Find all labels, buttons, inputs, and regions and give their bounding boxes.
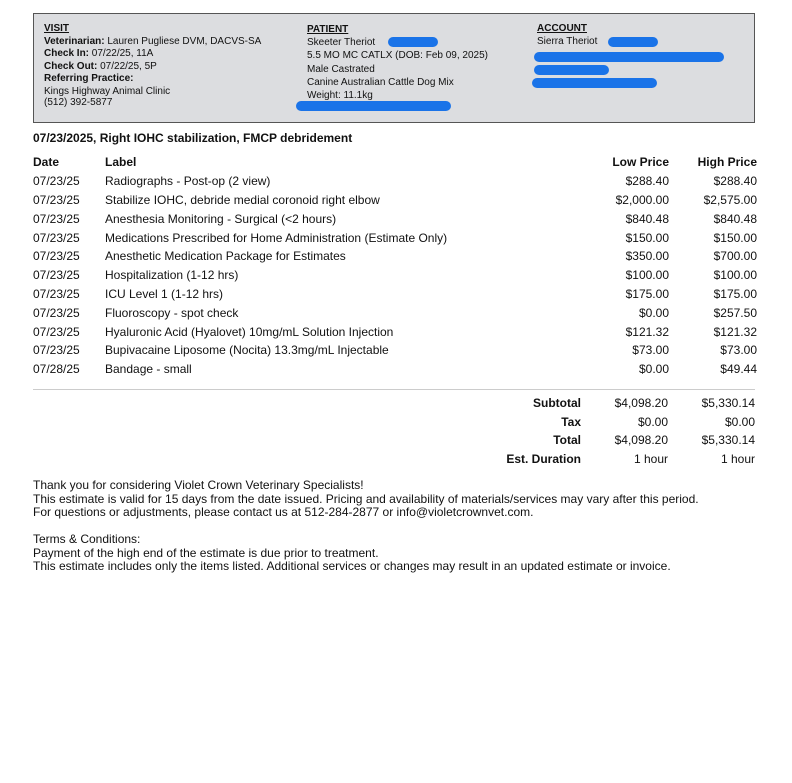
- total-low: $4,098.20: [614, 433, 668, 447]
- cell-label: Fluoroscopy - spot check: [105, 305, 239, 320]
- cell-date: 07/28/25: [33, 362, 80, 377]
- cell-date: 07/23/25: [33, 211, 80, 226]
- patient-section: [307, 23, 488, 102]
- cell-low-price: $73.00: [632, 343, 669, 358]
- col-high-price: High Price: [697, 155, 757, 170]
- vet-label: Veterinarian:: [44, 35, 105, 47]
- table-row: [33, 191, 757, 210]
- cell-date: 07/23/25: [33, 324, 80, 339]
- total-label: Total: [553, 433, 581, 447]
- total-label: Est. Duration: [506, 451, 581, 466]
- cell-label: Bandage - small: [105, 362, 192, 377]
- patient-age: 5.5 MO MC CATLX (DOB: Feb 09, 2025): [307, 50, 488, 62]
- cell-low-price: $150.00: [625, 230, 669, 245]
- divider: [33, 389, 755, 390]
- cell-low-price: $121.32: [625, 324, 669, 339]
- table-row: [33, 303, 757, 322]
- cell-low-price: $288.40: [625, 174, 669, 189]
- redaction: [388, 37, 438, 47]
- total-low: 1 hour: [633, 451, 668, 466]
- cell-high-price: $2,575.00: [703, 192, 757, 207]
- patient-weight: Weight: 11.1kg: [307, 90, 373, 102]
- cell-date: 07/23/25: [33, 174, 80, 189]
- cell-high-price: $840.48: [713, 211, 757, 226]
- cell-label: Hospitalization (1-12 hrs): [105, 268, 239, 283]
- footer: [33, 479, 699, 574]
- table-row: [33, 266, 757, 285]
- cell-date: 07/23/25: [33, 268, 80, 283]
- cell-high-price: $49.44: [720, 362, 757, 377]
- redaction: [296, 101, 451, 111]
- patient-name: Skeeter Theriot: [307, 37, 376, 49]
- total-label: Subtotal: [533, 396, 581, 410]
- table-row: [33, 228, 757, 247]
- account-name: Sierra Theriot: [537, 35, 598, 47]
- cell-label: Medications Prescribed for Home Administration (Estimate Only): [105, 230, 448, 245]
- info-box: [33, 13, 755, 123]
- table-row: [33, 341, 757, 360]
- line-items-table: [33, 153, 757, 379]
- cell-date: 07/23/25: [33, 305, 80, 320]
- cell-high-price: $700.00: [713, 249, 757, 264]
- cell-label: Bupivacaine Liposome (Nocita) 13.3mg/mL Injectable: [105, 343, 389, 358]
- col-date: Date: [33, 155, 60, 170]
- cell-low-price: $100.00: [625, 268, 669, 283]
- cell-high-price: $150.00: [713, 230, 757, 245]
- cell-high-price: $257.50: [713, 305, 757, 320]
- cell-date: 07/23/25: [33, 230, 80, 245]
- terms-line: This estimate includes only the items listed. Additional services or changes may result in an updated estimate or invoice.: [33, 559, 671, 573]
- ref-phone: (512) 392-5877: [44, 96, 113, 108]
- validity-text: This estimate is valid for 15 days from the date issued. Pricing and availability of materials/services may vary after this period.: [33, 491, 699, 506]
- ref-label: Referring Practice:: [44, 73, 134, 85]
- cell-label: Stabilize IOHC, debride medial coronoid right elbow: [105, 192, 380, 207]
- table-row: [33, 285, 757, 304]
- cell-high-price: $73.00: [720, 343, 757, 358]
- redaction: [534, 52, 724, 62]
- cell-high-price: $100.00: [713, 268, 757, 283]
- cell-low-price: $0.00: [638, 362, 669, 377]
- table-row: [33, 172, 757, 191]
- cell-date: 07/23/25: [33, 286, 80, 301]
- cell-low-price: $840.48: [625, 211, 669, 226]
- cell-high-price: $175.00: [713, 286, 757, 301]
- cell-low-price: $350.00: [625, 249, 669, 264]
- thanks-text: Thank you for considering Violet Crown Veterinary Specialists!: [33, 478, 364, 492]
- cell-date: 07/23/25: [33, 343, 80, 358]
- total-high: $5,330.14: [701, 396, 755, 410]
- total-high: $0.00: [724, 414, 755, 429]
- cell-high-price: $121.32: [713, 324, 757, 339]
- terms-line: Payment of the high end of the estimate is due prior to treatment.: [33, 545, 379, 560]
- table-row: [33, 247, 757, 266]
- col-low-price: Low Price: [612, 155, 669, 170]
- total-low: $4,098.20: [614, 396, 668, 410]
- cell-label: Radiographs - Post-op (2 view): [105, 174, 271, 189]
- account-heading: ACCOUNT: [537, 23, 587, 34]
- cell-label: ICU Level 1 (1-12 hrs): [105, 286, 224, 301]
- contact-text: For questions or adjustments, please contact us at 512-284-2877 or info@violetcrownvet.com.: [33, 505, 534, 519]
- table-row: [33, 360, 757, 379]
- redaction: [608, 37, 658, 47]
- table-row: [33, 209, 757, 228]
- visit-heading: VISIT: [44, 23, 70, 34]
- patient-heading: PATIENT: [307, 24, 349, 35]
- patient-breed: Canine Australian Cattle Dog Mix: [307, 76, 454, 88]
- cell-label: Hyaluronic Acid (Hyalovet) 10mg/mL Solution Injection: [105, 324, 394, 339]
- patient-sex: Male Castrated: [307, 63, 375, 75]
- table-header: [33, 153, 757, 172]
- ref-name: Kings Highway Animal Clinic: [44, 85, 171, 97]
- total-label: Tax: [561, 414, 581, 429]
- table-row: [33, 322, 757, 341]
- cell-date: 07/23/25: [33, 192, 80, 207]
- cell-low-price: $2,000.00: [615, 192, 669, 207]
- estimate-title: 07/23/2025, Right IOHC stabilization, FMCP debridement: [33, 131, 353, 145]
- col-label: Label: [105, 155, 137, 170]
- cell-high-price: $288.40: [713, 174, 757, 189]
- cell-label: Anesthetic Medication Package for Estimates: [105, 249, 346, 264]
- checkin-label: Check In:: [44, 48, 90, 60]
- total-high: $5,330.14: [701, 433, 755, 447]
- cell-low-price: $0.00: [638, 305, 669, 320]
- check-in: 07/22/25, 11A: [91, 48, 154, 60]
- cell-label: Anesthesia Monitoring - Surgical (<2 hours): [105, 211, 337, 226]
- redaction: [532, 78, 657, 88]
- terms-heading: Terms & Conditions:: [33, 532, 141, 546]
- check-out: 07/22/25, 5P: [100, 60, 157, 72]
- total-low: $0.00: [637, 414, 668, 429]
- total-high: 1 hour: [720, 451, 755, 466]
- checkout-label: Check Out:: [44, 60, 98, 72]
- cell-date: 07/23/25: [33, 249, 80, 264]
- cell-low-price: $175.00: [625, 286, 669, 301]
- account-section: [537, 23, 597, 48]
- visit-section: [44, 23, 261, 108]
- redaction: [534, 65, 609, 75]
- veterinarian: Lauren Pugliese DVM, DACVS-SA: [107, 35, 262, 47]
